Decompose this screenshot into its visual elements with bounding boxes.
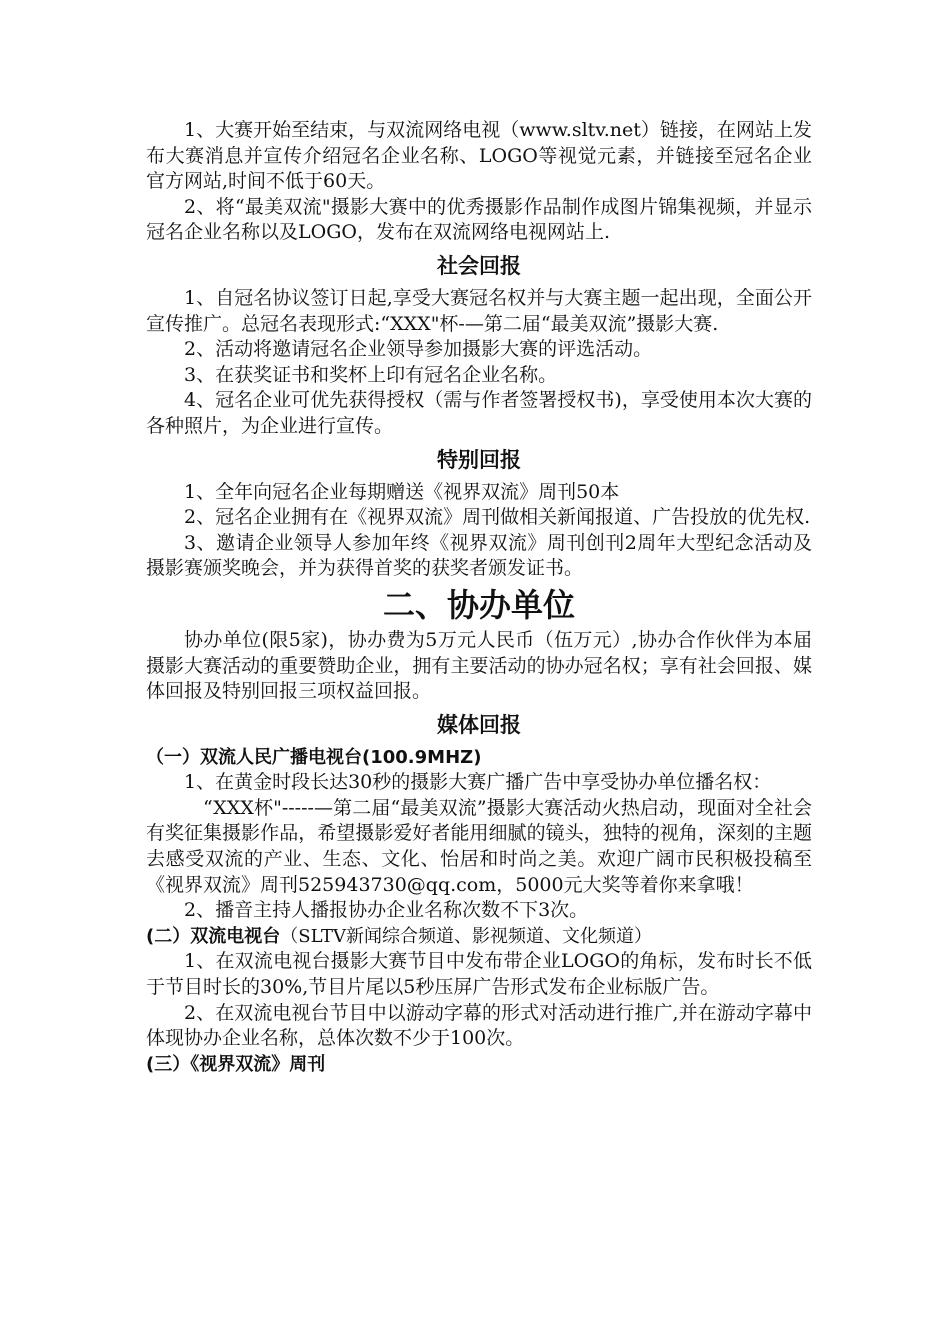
paragraph: 2、将“最美双流"摄影大赛中的优秀摄影作品制作成图片锦集视频，并显示冠名企业名称以及LOGO，发布在双流网络电视网站上.	[146, 195, 812, 244]
heading-social-return: 社会回报	[437, 253, 521, 278]
list-item: 1、全年向冠名企业每期赠送《视界双流》周刊50本	[184, 480, 620, 503]
heading-media-return: 媒体回报	[437, 712, 521, 737]
list-item: 2、活动将邀请冠名企业领导参加摄影大赛的评选活动。	[184, 338, 653, 361]
document-page	[146, 118, 812, 1077]
paragraph: 协办单位(限5家)，协办费为5万元人民币（伍万元）,协办合作伙伴为本届摄影大赛活动的重要赞助企业，拥有主要活动的协办冠名权；享有社会回报、媒体回报及特别回报三项权益回报。	[146, 628, 812, 703]
paragraph: 1、大赛开始至结束，与双流网络电视（www.sltv.net）链接，在网站上发布大赛消息并宣传介绍冠名企业名称、LOGO等视觉元素，并链接至冠名企业官方网站,时间不低于60天。	[146, 119, 812, 193]
list-item: 1、自冠名协议签订日起,享受大赛冠名权并与大赛主题一起出现，全面公开宣传推广。总冠名表现形式:“XXX"杯-—第二届“最美双流”摄影大赛.	[146, 286, 812, 335]
list-item: 3、在获奖证书和奖杯上印有冠名企业名称。	[184, 363, 558, 386]
list-item: 1、在黄金时段长达30秒的摄影大赛广播广告中享受协办单位播名权：	[184, 771, 772, 794]
list-item: 4、冠名企业可优先获得授权（需与作者签署授权书)，享受使用本次大赛的各种照片，为企业进行宣传。	[146, 389, 812, 437]
subheading: （一）双流人民广播电视台(100.9MHZ)	[146, 746, 482, 768]
heading-special-return: 特别回报	[437, 447, 521, 472]
list-item: 2、冠名企业拥有在《视界双流》周刊做相关新闻报道、广告投放的优先权.	[184, 506, 811, 529]
subheading	[146, 924, 812, 950]
subheading-bold: (二）双流电视台	[146, 925, 281, 947]
subheading: (三）《视界双流》周刊	[146, 1053, 326, 1075]
subheading-rest: （SLTV新闻综合频道、影视频道、文化频道）	[280, 925, 653, 947]
list-item: 2、在双流电视台节目中以游动字幕的形式对活动进行推广,并在游动字幕中体现协办企业名称，总体次数不少于100次。	[146, 1001, 812, 1050]
list-item: 1、在双流电视台摄影大赛节目中发布带企业LOGO的角标，发布时长不低于节目时长的30%,节目片尾以5秒压屏广告形式发布企业标版广告。	[146, 950, 812, 999]
list-item: 3、邀请企业领导人参加年终《视界双流》周刊创刊2周年大型纪念活动及摄影赛颁奖晚会，并为获得首奖的获奖者颁发证书。	[146, 531, 812, 580]
section-title: 二、协办单位	[382, 585, 575, 624]
list-item: 2、播音主持人播报协办企业名称次数不下3次。	[184, 899, 589, 922]
quote-paragraph: “XXX杯"-----—第二届“最美双流”摄影大赛活动火热启动，现面对全社会有奖征集摄影作品，希望摄影爱好者能用细腻的镜头，独特的视角，深刻的主题去感受双流的产业、生态、文化、怡居和时尚之美。欢迎广阔市民积极投稿至《视界双流》周刊525943730@qq.com，5000元大奖等着你来拿哦！	[146, 796, 812, 896]
